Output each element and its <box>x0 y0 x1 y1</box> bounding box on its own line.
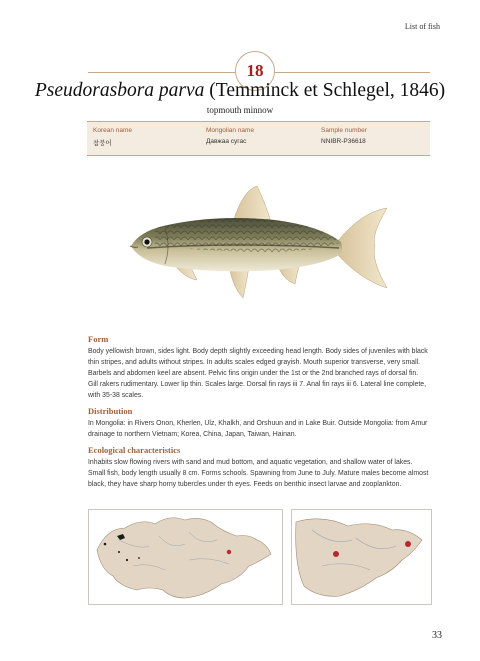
mongolia-map <box>88 509 283 605</box>
form-heading: Form <box>88 334 109 344</box>
mongolian-name-column <box>206 127 254 145</box>
authority: (Temminck et Schlegel, 1846) <box>204 80 446 101</box>
sample-number-label: Sample number <box>321 127 367 134</box>
fish-illustration <box>125 180 390 305</box>
korean-name-column <box>93 127 132 147</box>
species-number: 18 <box>246 61 264 80</box>
species-title <box>0 80 480 102</box>
scientific-name: Pseudorasbora parva <box>34 80 205 101</box>
running-header: List of fish <box>404 22 440 31</box>
detail-map <box>291 509 432 605</box>
common-name: topmouth minnow <box>206 105 274 115</box>
form-section <box>88 334 430 401</box>
mongolian-name-value: Давжаа сугас <box>206 138 247 145</box>
distribution-heading: Distribution <box>88 406 133 416</box>
ecology-heading: Ecological characteristics <box>88 445 181 455</box>
distribution-text: In Mongolia: in Rivers Onon, Kherlen, Ulz, Khalkh, and Orshuun and in Lake Buir. Outside Mongolia: from Amur drainage to northern Vietnam; Korea, China, Japan, Taiwan, Hainan. <box>88 420 428 438</box>
ecology-text: Inhabits slow flowing rivers with sand and mud bottom, and aquatic vegetation, and shallow water of lakes. Small fish, body length usually 8 cm. Forms schools. Spawning from June to July. Mature males become almost black, they have sharp horny tubercles under th eyes. Feeds on benthic insect larvae and zooplankton. <box>88 459 429 488</box>
mongolian-name-label: Mongolian name <box>206 127 255 134</box>
ecology-section <box>88 445 430 490</box>
sample-number-column <box>321 127 367 145</box>
korean-name-label: Korean name <box>93 127 133 134</box>
sample-number-value: NNIBR-P36618 <box>321 138 366 145</box>
fish-photo <box>125 180 390 310</box>
mongolia-map-graphic <box>89 510 282 604</box>
detail-map-graphic <box>292 510 431 604</box>
distribution-section <box>88 406 430 440</box>
page-number: 33 <box>432 630 442 641</box>
korean-name-value: 참붕어 <box>93 140 112 147</box>
info-box <box>87 121 430 156</box>
form-text: Body yellowish brown, sides light. Body depth slightly exceeding head length. Body sides of juveniles with black thin stripes, and adults without stripes. In adults scales edged grayish. Mouth superior transverse, very small. Barbels and abdomen keel are absent. Pelvic fins origin under the 1st or the 2nd branched rays of dorsal fin. Gill rakers rudimentary. Lower lip thin. Scales large. Dorsal fin rays iii 7. Anal fin rays iii 6. Lateral line complete, with 35-38 scales. <box>88 348 428 399</box>
